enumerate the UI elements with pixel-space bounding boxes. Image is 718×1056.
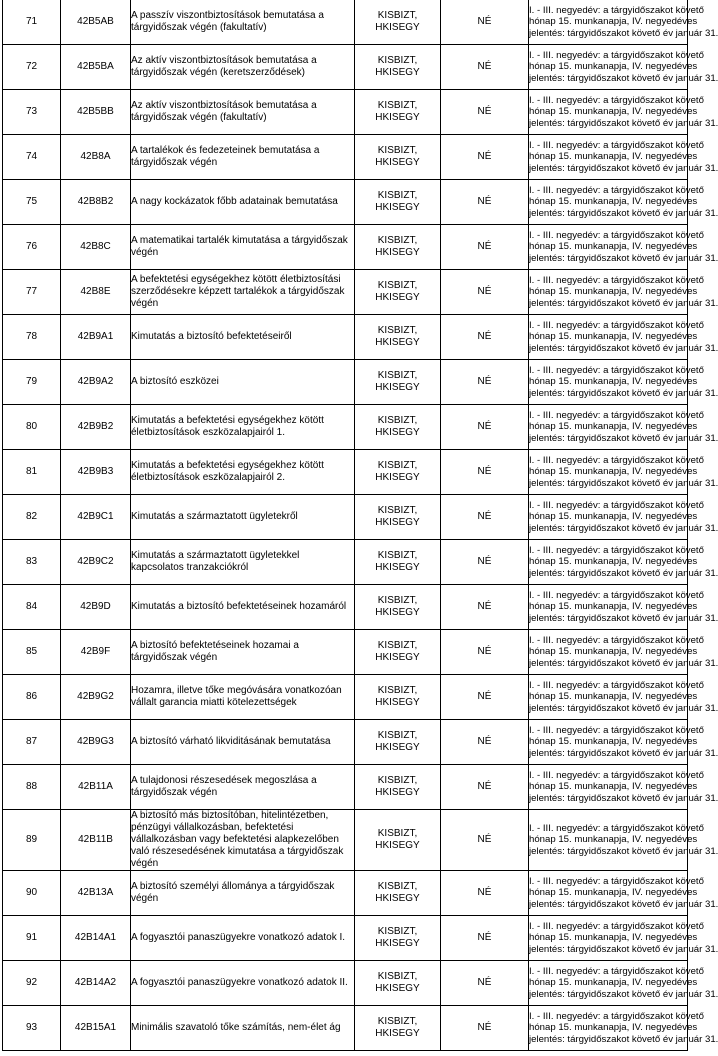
reporter-type-cell: KISBIZT, HKISEGY — [355, 916, 441, 961]
row-number-cell: 90 — [3, 871, 61, 916]
deadline-line: jelentés: tárgyidőszakot követő év január 31. — [529, 792, 718, 804]
deadline-line: I. - III. negyedév: a tárgyidőszakot követő — [529, 139, 704, 151]
frequency-cell: NÉ — [441, 630, 529, 675]
table-name-text: Kimutatás a biztosító befektetéseinek hozamáról — [131, 601, 347, 612]
table-code-cell: 42B11A — [61, 765, 131, 810]
reporter-type-cell: KISBIZT, HKISEGY — [355, 871, 441, 916]
deadline-line: I. - III. negyedév: a tárgyidőszakot követő — [529, 319, 704, 331]
table-row — [3, 495, 688, 540]
deadline-line: I. - III. negyedév: a tárgyidőszakot követő — [529, 499, 704, 511]
row-number-cell: 74 — [3, 135, 61, 180]
table-code-cell: 42B9G2 — [61, 675, 131, 720]
table-row — [3, 315, 688, 360]
deadline-cell — [529, 871, 718, 916]
reporter-type-cell: KISBIZT, HKISEGY — [355, 495, 441, 540]
deadline-line: jelentés: tárgyidőszakot követő év január 31. — [529, 432, 718, 444]
frequency-cell: NÉ — [441, 765, 529, 810]
deadline-line: hónap 15. munkanapja, IV. negyedéves — [529, 421, 698, 433]
frequency-cell: NÉ — [441, 720, 529, 765]
deadline-line: hónap 15. munkanapja, IV. negyedéves — [529, 1022, 698, 1034]
deadline-line: jelentés: tárgyidőszakot követő év január 31. — [529, 297, 718, 309]
reporter-type-cell: KISBIZT, HKISEGY — [355, 765, 441, 810]
table-code-cell: 42B9B2 — [61, 405, 131, 450]
table-code-cell: 42B11B — [61, 810, 131, 871]
table-name-cell — [131, 135, 355, 180]
table-row — [3, 360, 688, 405]
deadline-line: I. - III. negyedév: a tárgyidőszakot követő — [529, 920, 704, 932]
deadline-cell — [529, 630, 718, 675]
reporter-type-cell: KISBIZT, HKISEGY — [355, 810, 441, 871]
deadline-line: hónap 15. munkanapja, IV. negyedéves — [529, 556, 698, 568]
table-code-cell: 42B9A1 — [61, 315, 131, 360]
table-name-text: A biztosító személyi állománya a tárgyidőszak végén — [131, 881, 335, 904]
frequency-cell: NÉ — [441, 675, 529, 720]
frequency-cell: NÉ — [441, 961, 529, 1006]
frequency-cell: NÉ — [441, 180, 529, 225]
deadline-line: I. - III. negyedév: a tárgyidőszakot követő — [529, 49, 704, 61]
table-name-cell — [131, 225, 355, 270]
table-name-text: A befektetési egységekhez kötött életbiztosítási szerződésekre képzett tartalékok a tárgyidőszak végén — [131, 274, 345, 309]
table-name-cell — [131, 961, 355, 1006]
table-name-cell — [131, 720, 355, 765]
deadline-line: hónap 15. munkanapja, IV. negyedéves — [529, 241, 698, 253]
table-code-cell: 42B8B2 — [61, 180, 131, 225]
row-number-cell: 72 — [3, 45, 61, 90]
frequency-cell: NÉ — [441, 916, 529, 961]
frequency-cell: NÉ — [441, 135, 529, 180]
table-code-cell: 42B8C — [61, 225, 131, 270]
row-number-cell: 92 — [3, 961, 61, 1006]
deadline-line: jelentés: tárgyidőszakot követő év január 31. — [529, 657, 718, 669]
table-name-text: A matematikai tartalék kimutatása a tárgyidőszak végén — [131, 235, 348, 258]
row-number-cell: 79 — [3, 360, 61, 405]
deadline-line: hónap 15. munkanapja, IV. negyedéves — [529, 196, 698, 208]
deadline-line: jelentés: tárgyidőszakot követő év január 31. — [529, 988, 718, 1000]
deadline-line: jelentés: tárgyidőszakot követő év január 31. — [529, 342, 718, 354]
table-row — [3, 871, 688, 916]
deadline-line: hónap 15. munkanapja, IV. negyedéves — [529, 887, 698, 899]
table-row — [3, 45, 688, 90]
reporter-type-cell: KISBIZT, HKISEGY — [355, 225, 441, 270]
row-number-cell: 87 — [3, 720, 61, 765]
frequency-cell: NÉ — [441, 495, 529, 540]
table-row — [3, 225, 688, 270]
table-name-cell — [131, 180, 355, 225]
reporter-type-cell: KISBIZT, HKISEGY — [355, 405, 441, 450]
table-row — [3, 405, 688, 450]
deadline-line: I. - III. negyedév: a tárgyidőszakot követő — [529, 274, 704, 286]
deadline-cell — [529, 90, 718, 135]
table-name-cell — [131, 405, 355, 450]
deadline-line: jelentés: tárgyidőszakot követő év január 31. — [529, 387, 718, 399]
table-row — [3, 135, 688, 180]
deadline-line: I. - III. negyedév: a tárgyidőszakot követő — [529, 184, 704, 196]
row-number-cell: 73 — [3, 90, 61, 135]
deadline-cell — [529, 225, 718, 270]
row-number-cell: 82 — [3, 495, 61, 540]
deadline-line: jelentés: tárgyidőszakot követő év január 31. — [529, 252, 718, 264]
deadline-line: jelentés: tárgyidőszakot követő év január 31. — [529, 747, 718, 759]
deadline-cell — [529, 45, 718, 90]
deadline-line: jelentés: tárgyidőszakot követő év január 31. — [529, 898, 718, 910]
reporter-type-cell: KISBIZT, HKISEGY — [355, 315, 441, 360]
table-name-cell — [131, 360, 355, 405]
reporter-type-cell: KISBIZT, HKISEGY — [355, 45, 441, 90]
frequency-cell: NÉ — [441, 45, 529, 90]
deadline-line: jelentés: tárgyidőszakot követő év január 31. — [529, 117, 718, 129]
deadline-line: jelentés: tárgyidőszakot követő év január 31. — [529, 567, 718, 579]
table-code-cell: 42B9F — [61, 630, 131, 675]
deadline-line: I. - III. negyedév: a tárgyidőszakot követő — [529, 769, 704, 781]
table-code-cell: 42B9A2 — [61, 360, 131, 405]
table-row — [3, 810, 688, 871]
deadline-line: jelentés: tárgyidőszakot követő év január 31. — [529, 1033, 718, 1045]
deadline-cell — [529, 180, 718, 225]
table-name-text: Minimális szavatoló tőke számítás, nem-élet ág — [131, 1022, 341, 1033]
table-name-text: A passzív viszontbiztosítások bemutatása a tárgyidőszak végén (fakultatív) — [131, 10, 324, 33]
frequency-cell: NÉ — [441, 810, 529, 871]
deadline-line: hónap 15. munkanapja, IV. negyedéves — [529, 151, 698, 163]
frequency-cell: NÉ — [441, 450, 529, 495]
row-number-cell: 83 — [3, 540, 61, 585]
deadline-line: hónap 15. munkanapja, IV. negyedéves — [529, 932, 698, 944]
deadline-line: jelentés: tárgyidőszakot követő év január 31. — [529, 477, 718, 489]
row-number-cell: 71 — [3, 0, 61, 45]
table-name-text: Kimutatás a származtatott ügyletekkel kapcsolatos tranzakciókról — [131, 550, 300, 573]
table-name-cell — [131, 1006, 355, 1051]
row-number-cell: 80 — [3, 405, 61, 450]
frequency-cell: NÉ — [441, 315, 529, 360]
table-name-text: Az aktív viszontbiztosítások bemutatása a tárgyidőszak végén (keretszerződések) — [131, 55, 317, 78]
reporter-type-cell: KISBIZT, HKISEGY — [355, 270, 441, 315]
row-number-cell: 93 — [3, 1006, 61, 1051]
table-name-text: Kimutatás a származtatott ügyletekről — [131, 511, 298, 522]
table-row — [3, 270, 688, 315]
table-name-text: A biztosító más biztosítóban, hitelintézetben, pénzügyi vállalkozásban, befektetési vállalkozásban vagy befektetési alapkezelőben való részesedésének kimutatása a tárgyidőszak végén — [131, 810, 344, 869]
reporter-type-cell: KISBIZT, HKISEGY — [355, 135, 441, 180]
table-name-text: Kimutatás a biztosító befektetéseiről — [131, 331, 292, 342]
deadline-cell — [529, 315, 718, 360]
table-name-text: Az aktív viszontbiztosítások bemutatása a tárgyidőszak végén (fakultatív) — [131, 100, 317, 123]
table-row — [3, 630, 688, 675]
table-name-cell — [131, 630, 355, 675]
frequency-cell: NÉ — [441, 0, 529, 45]
reporter-type-cell: KISBIZT, HKISEGY — [355, 540, 441, 585]
table-name-text: A fogyasztói panaszügyekre vonatkozó adatok II. — [131, 977, 348, 988]
row-number-cell: 91 — [3, 916, 61, 961]
table-name-cell — [131, 675, 355, 720]
deadline-line: jelentés: tárgyidőszakot követő év január 31. — [529, 612, 718, 624]
table-name-text: Kimutatás a befektetési egységekhez kötött életbiztosítások eszközalapjairól 1. — [131, 415, 324, 438]
table-name-text: Hozamra, illetve tőke megóvására vonatkozóan vállalt garancia miatti kötelezettségek — [131, 685, 342, 708]
deadline-cell — [529, 360, 718, 405]
table-name-cell — [131, 270, 355, 315]
reporter-type-cell: KISBIZT, HKISEGY — [355, 180, 441, 225]
table-row — [3, 675, 688, 720]
row-number-cell: 88 — [3, 765, 61, 810]
table-code-cell: 42B9B3 — [61, 450, 131, 495]
report-table-body — [3, 0, 718, 1051]
deadline-line: hónap 15. munkanapja, IV. negyedéves — [529, 16, 698, 28]
table-name-cell — [131, 540, 355, 585]
row-number-cell: 86 — [3, 675, 61, 720]
table-code-cell: 42B13A — [61, 871, 131, 916]
table-name-cell — [131, 495, 355, 540]
table-name-cell — [131, 0, 355, 45]
table-row — [3, 0, 688, 45]
table-code-cell: 42B15A1 — [61, 1006, 131, 1051]
reporter-type-cell: KISBIZT, HKISEGY — [355, 90, 441, 135]
deadline-line: jelentés: tárgyidőszakot követő év január 31. — [529, 72, 718, 84]
reporter-type-cell: KISBIZT, HKISEGY — [355, 630, 441, 675]
deadline-line: jelentés: tárgyidőszakot követő év január 31. — [529, 522, 718, 534]
table-name-text: A fogyasztói panaszügyekre vonatkozó adatok I. — [131, 932, 346, 943]
table-code-cell: 42B8E — [61, 270, 131, 315]
reporter-type-cell: KISBIZT, HKISEGY — [355, 1006, 441, 1051]
reporter-type-cell: KISBIZT, HKISEGY — [355, 720, 441, 765]
deadline-line: I. - III. negyedév: a tárgyidőszakot követő — [529, 409, 704, 421]
table-code-cell: 42B14A1 — [61, 916, 131, 961]
deadline-cell — [529, 585, 718, 630]
deadline-line: I. - III. negyedév: a tárgyidőszakot követő — [529, 229, 704, 241]
deadline-line: hónap 15. munkanapja, IV. negyedéves — [529, 781, 698, 793]
reporter-type-cell: KISBIZT, HKISEGY — [355, 585, 441, 630]
row-number-cell: 75 — [3, 180, 61, 225]
table-name-cell — [131, 916, 355, 961]
reporter-type-cell: KISBIZT, HKISEGY — [355, 450, 441, 495]
table-code-cell: 42B5AB — [61, 0, 131, 45]
deadline-line: I. - III. negyedév: a tárgyidőszakot követő — [529, 679, 704, 691]
table-name-cell — [131, 810, 355, 871]
deadline-cell — [529, 135, 718, 180]
table-name-text: Kimutatás a befektetési egységekhez kötött életbiztosítások eszközalapjairól 2. — [131, 460, 324, 483]
table-code-cell: 42B9C2 — [61, 540, 131, 585]
frequency-cell: NÉ — [441, 1006, 529, 1051]
frequency-cell: NÉ — [441, 585, 529, 630]
deadline-line: I. - III. negyedév: a tárgyidőszakot követő — [529, 875, 704, 887]
deadline-line: jelentés: tárgyidőszakot követő év január 31. — [529, 702, 718, 714]
table-row — [3, 720, 688, 765]
reporter-type-cell: KISBIZT, HKISEGY — [355, 961, 441, 1006]
table-row — [3, 585, 688, 630]
deadline-line: hónap 15. munkanapja, IV. negyedéves — [529, 61, 698, 73]
deadline-line: I. - III. negyedév: a tárgyidőszakot követő — [529, 1010, 704, 1022]
deadline-line: I. - III. negyedév: a tárgyidőszakot követő — [529, 822, 704, 834]
deadline-line: jelentés: tárgyidőszakot követő év január 31. — [529, 27, 718, 39]
deadline-line: hónap 15. munkanapja, IV. negyedéves — [529, 511, 698, 523]
deadline-cell — [529, 916, 718, 961]
table-name-cell — [131, 45, 355, 90]
table-row — [3, 90, 688, 135]
deadline-cell — [529, 405, 718, 450]
table-name-text: A biztosító várható likviditásának bemutatása — [131, 736, 331, 747]
table-row — [3, 961, 688, 1006]
deadline-line: I. - III. negyedév: a tárgyidőszakot követő — [529, 965, 704, 977]
deadline-line: hónap 15. munkanapja, IV. negyedéves — [529, 736, 698, 748]
table-code-cell: 42B9C1 — [61, 495, 131, 540]
deadline-line: jelentés: tárgyidőszakot követő év január 31. — [529, 162, 718, 174]
table-code-cell: 42B8A — [61, 135, 131, 180]
row-number-cell: 84 — [3, 585, 61, 630]
row-number-cell: 81 — [3, 450, 61, 495]
deadline-cell — [529, 810, 718, 871]
reporter-type-cell: KISBIZT, HKISEGY — [355, 360, 441, 405]
table-code-cell: 42B14A2 — [61, 961, 131, 1006]
deadline-line: hónap 15. munkanapja, IV. negyedéves — [529, 466, 698, 478]
table-code-cell: 42B5BB — [61, 90, 131, 135]
frequency-cell: NÉ — [441, 540, 529, 585]
table-row — [3, 1006, 688, 1051]
deadline-cell — [529, 675, 718, 720]
table-name-text: A biztosító befektetéseinek hozamai a tárgyidőszak végén — [131, 640, 299, 663]
deadline-line: hónap 15. munkanapja, IV. negyedéves — [529, 601, 698, 613]
deadline-cell — [529, 540, 718, 585]
deadline-line: hónap 15. munkanapja, IV. negyedéves — [529, 286, 698, 298]
deadline-line: hónap 15. munkanapja, IV. negyedéves — [529, 106, 698, 118]
deadline-line: I. - III. negyedév: a tárgyidőszakot követő — [529, 364, 704, 376]
deadline-line: I. - III. negyedév: a tárgyidőszakot követő — [529, 724, 704, 736]
table-name-text: A tulajdonosi részesedések megoszlása a tárgyidőszak végén — [131, 775, 317, 798]
deadline-line: hónap 15. munkanapja, IV. negyedéves — [529, 834, 698, 846]
deadline-line: hónap 15. munkanapja, IV. negyedéves — [529, 977, 698, 989]
frequency-cell: NÉ — [441, 90, 529, 135]
deadline-line: hónap 15. munkanapja, IV. negyedéves — [529, 646, 698, 658]
deadline-line: jelentés: tárgyidőszakot követő év január 31. — [529, 207, 718, 219]
deadline-cell — [529, 495, 718, 540]
row-number-cell: 76 — [3, 225, 61, 270]
deadline-line: jelentés: tárgyidőszakot követő év január 31. — [529, 845, 718, 857]
reporter-type-cell: KISBIZT, HKISEGY — [355, 0, 441, 45]
deadline-line: I. - III. negyedév: a tárgyidőszakot követő — [529, 544, 704, 556]
table-code-cell: 42B9G3 — [61, 720, 131, 765]
table-name-cell — [131, 90, 355, 135]
row-number-cell: 77 — [3, 270, 61, 315]
frequency-cell: NÉ — [441, 270, 529, 315]
deadline-line: I. - III. negyedév: a tárgyidőszakot követő — [529, 454, 704, 466]
row-number-cell: 85 — [3, 630, 61, 675]
table-name-cell — [131, 585, 355, 630]
frequency-cell: NÉ — [441, 360, 529, 405]
table-row — [3, 916, 688, 961]
table-name-cell — [131, 871, 355, 916]
table-code-cell: 42B9D — [61, 585, 131, 630]
deadline-line: hónap 15. munkanapja, IV. negyedéves — [529, 376, 698, 388]
deadline-cell — [529, 0, 718, 45]
deadline-cell — [529, 765, 718, 810]
deadline-cell — [529, 270, 718, 315]
deadline-cell — [529, 450, 718, 495]
deadline-line: jelentés: tárgyidőszakot követő év január 31. — [529, 943, 718, 955]
report-table — [2, 0, 718, 1051]
deadline-cell — [529, 720, 718, 765]
table-row — [3, 450, 688, 495]
row-number-cell: 78 — [3, 315, 61, 360]
deadline-line: hónap 15. munkanapja, IV. negyedéves — [529, 691, 698, 703]
table-name-text: A nagy kockázatok főbb adatainak bemutatása — [131, 196, 338, 207]
frequency-cell: NÉ — [441, 405, 529, 450]
table-code-cell: 42B5BA — [61, 45, 131, 90]
deadline-line: I. - III. negyedév: a tárgyidőszakot követő — [529, 94, 704, 106]
frequency-cell: NÉ — [441, 871, 529, 916]
row-number-cell: 89 — [3, 810, 61, 871]
table-row — [3, 540, 688, 585]
reporter-type-cell: KISBIZT, HKISEGY — [355, 675, 441, 720]
deadline-cell — [529, 961, 718, 1006]
deadline-line: I. - III. negyedév: a tárgyidőszakot követő — [529, 4, 704, 16]
deadline-line: hónap 15. munkanapja, IV. negyedéves — [529, 331, 698, 343]
deadline-line: I. - III. negyedév: a tárgyidőszakot követő — [529, 634, 704, 646]
table-name-cell — [131, 315, 355, 360]
table-name-cell — [131, 765, 355, 810]
frequency-cell: NÉ — [441, 225, 529, 270]
table-name-text: A tartalékok és fedezeteinek bemutatása a tárgyidőszak végén — [131, 145, 320, 168]
table-name-text: A biztosító eszközei — [131, 376, 219, 387]
deadline-line: I. - III. negyedév: a tárgyidőszakot követő — [529, 589, 704, 601]
deadline-cell — [529, 1006, 718, 1051]
table-row — [3, 765, 688, 810]
table-row — [3, 180, 688, 225]
table-name-cell — [131, 450, 355, 495]
